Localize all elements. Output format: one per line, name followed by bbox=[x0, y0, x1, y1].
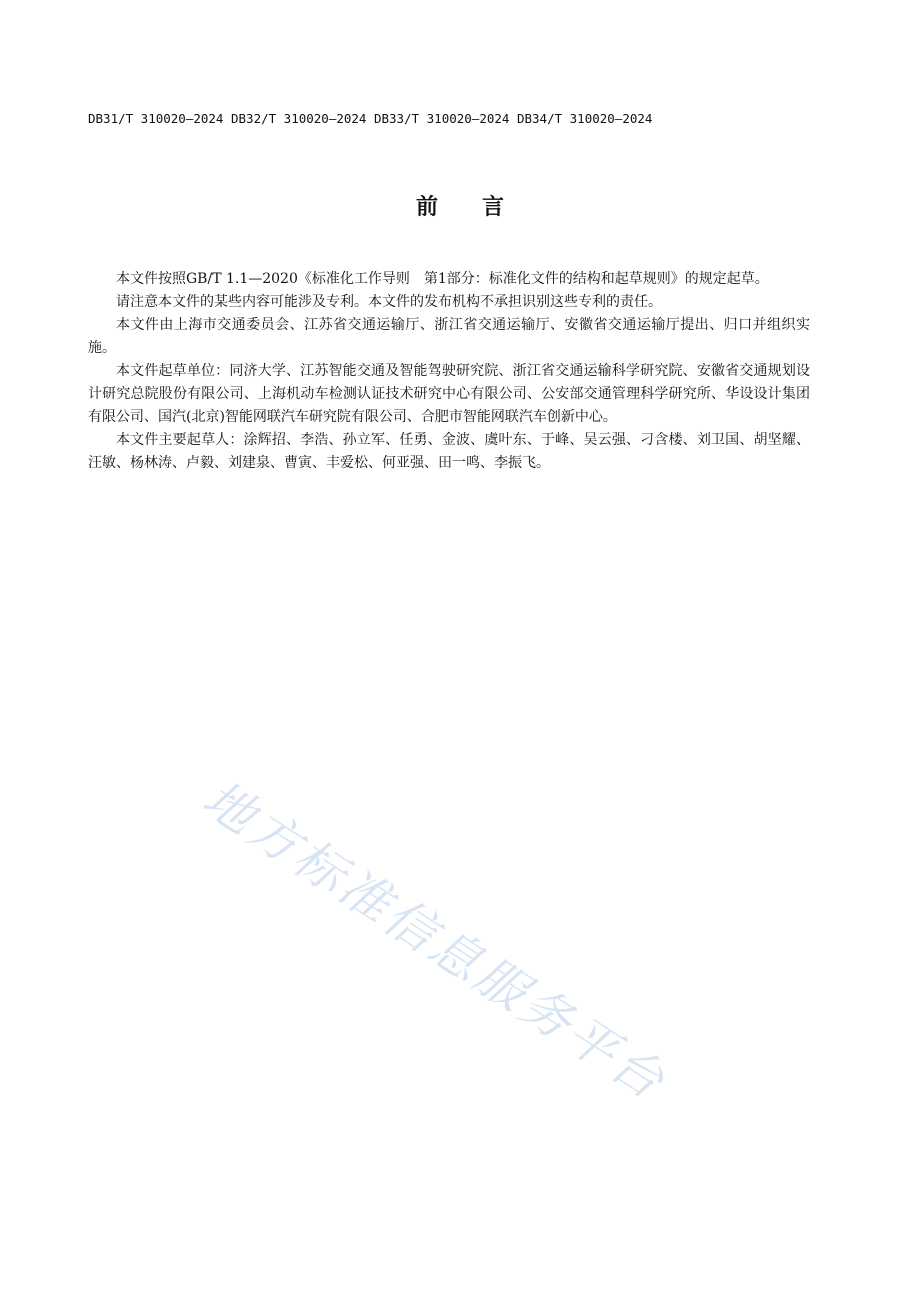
paragraph-patent-notice: 请注意本文件的某些内容可能涉及专利。本文件的发布机构不承担识别这些专利的责任。 bbox=[116, 294, 662, 310]
paragraph-proposers: 本文件由上海市交通委员会、江苏省交通运输厅、浙江省交通运输厅、安徽省交通运输厅提出、归口并组织实施。 bbox=[88, 317, 810, 356]
title-char-2: 言 bbox=[482, 195, 505, 220]
foreword-body bbox=[88, 268, 810, 475]
paragraph-drafters: 本文件主要起草人：涂辉招、李浩、孙立军、任勇、金波、虞叶东、于峰、吴云强、刁含楼、刘卫国、胡坚耀、汪敏、杨林涛、卢毅、刘建泉、曹寅、丰爱松、何亚强、田一鸣、李振飞。 bbox=[88, 432, 810, 471]
standard-code-header: DB31/T 310020—2024 DB32/T 310020—2024 DB33/T 310020—2024 DB34/T 310020—2024 bbox=[88, 111, 653, 126]
page-title bbox=[0, 190, 920, 221]
paragraph-drafting-rules: 本文件按照GB/T 1.1—2020《标准化工作导则 第1部分：标准化文件的结构和起草规则》的规定起草。 bbox=[116, 271, 769, 287]
paragraph-drafting-units: 本文件起草单位：同济大学、江苏智能交通及智能驾驶研究院、浙江省交通运输科学研究院、安徽省交通规划设计研究总院股份有限公司、上海机动车检测认证技术研究中心有限公司、公安部交通管理科学研究所、华设设计集团有限公司、国汽(北京)智能网联汽车研究院有限公司、合肥市智能网联汽车创新中心。 bbox=[88, 363, 810, 425]
title-char-1: 前 bbox=[415, 195, 438, 220]
watermark-text: 地方标准信息服务平台 bbox=[192, 769, 677, 1112]
